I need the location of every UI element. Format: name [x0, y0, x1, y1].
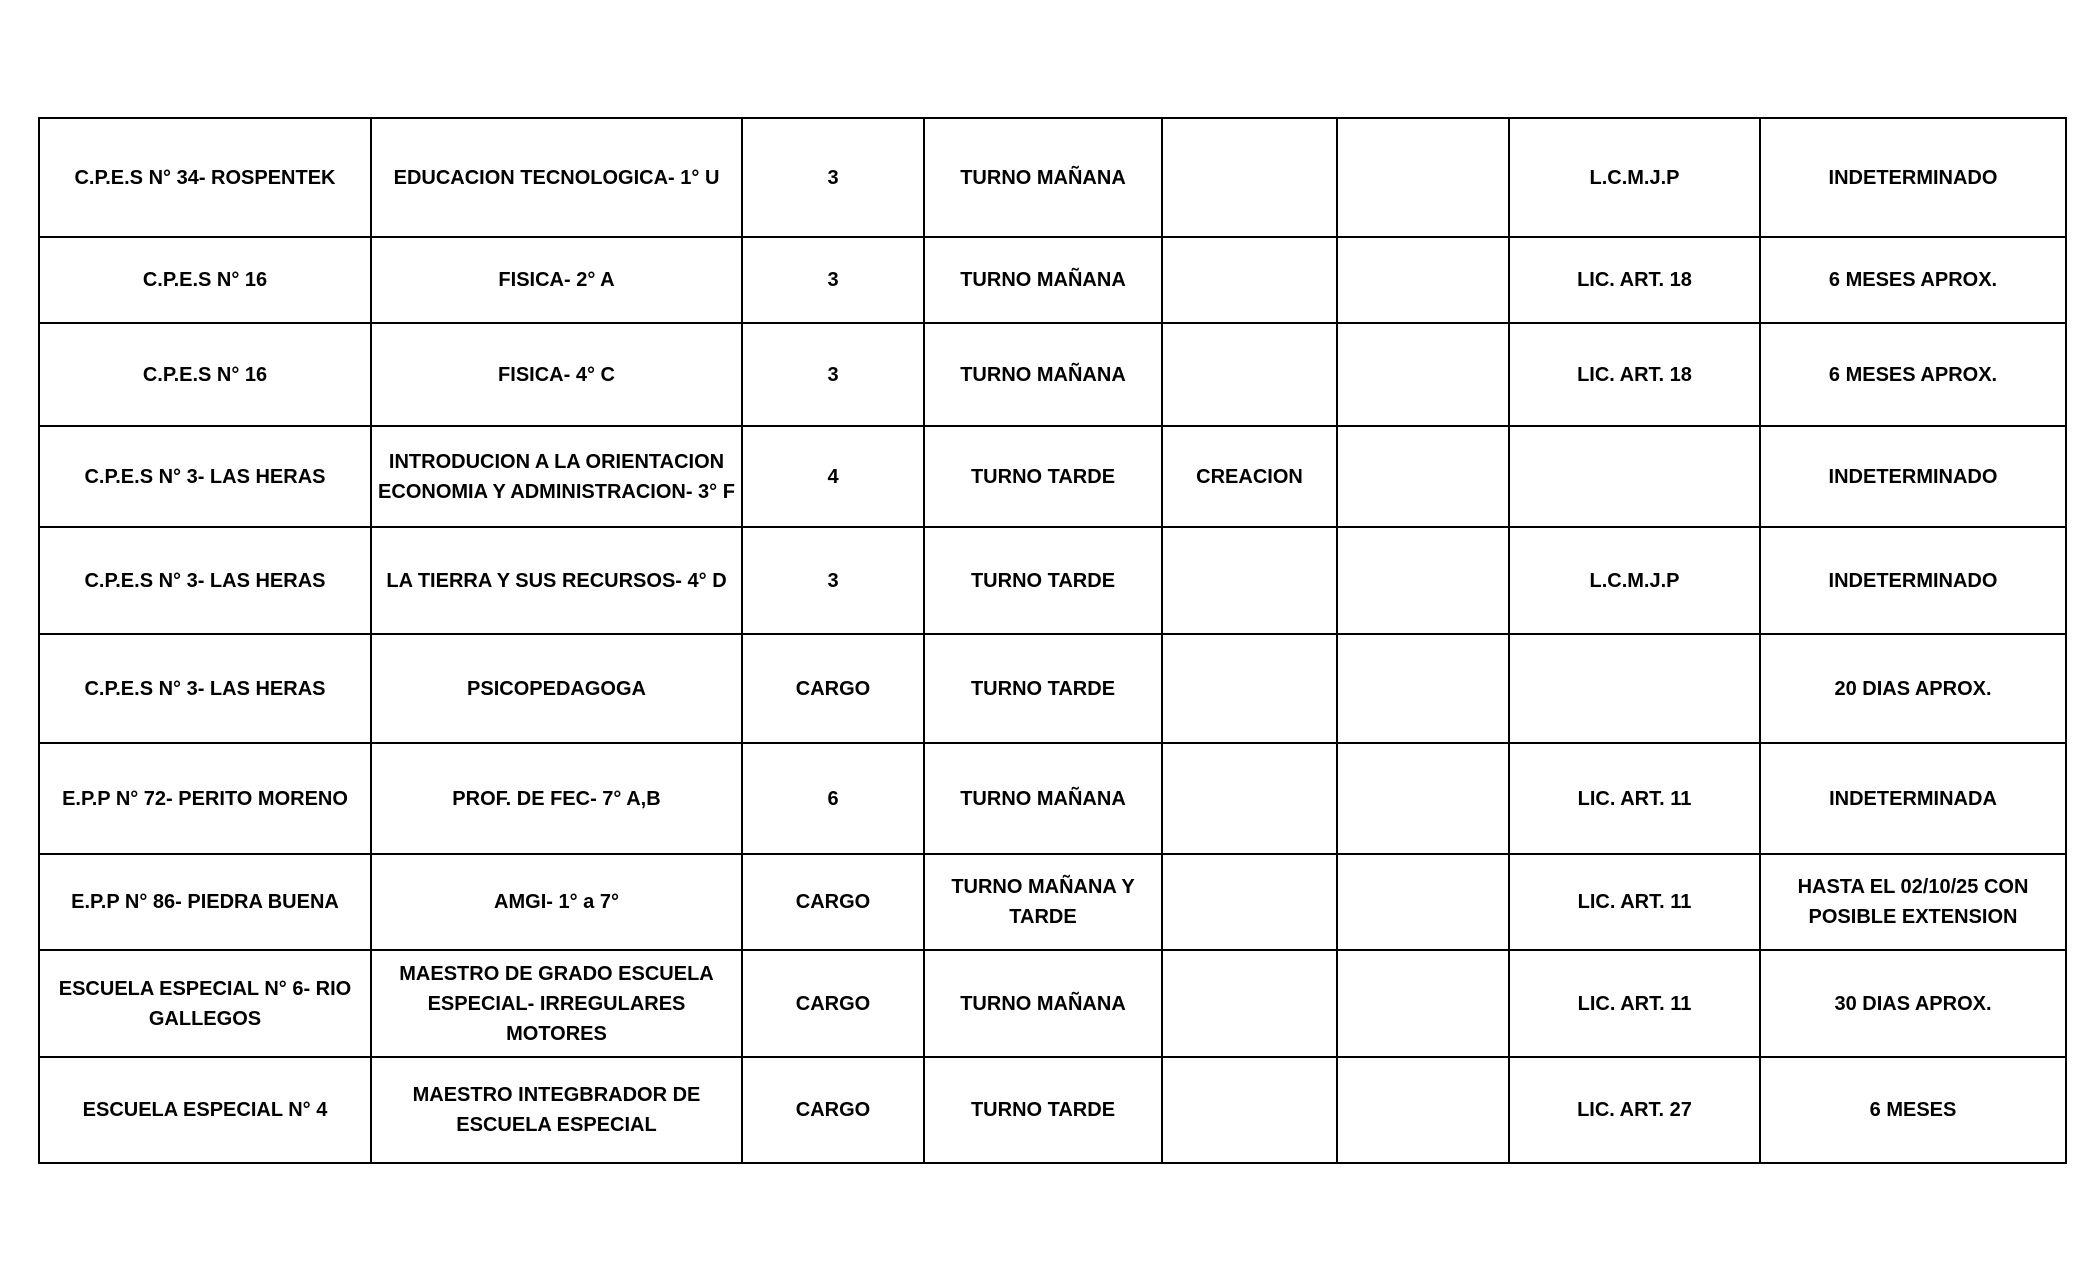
school-cell: C.P.E.S N° 16	[39, 237, 371, 323]
duration-cell: 6 MESES APROX.	[1760, 237, 2066, 323]
school-cell: C.P.E.S N° 3- LAS HERAS	[39, 426, 371, 527]
license-cell: LIC. ART. 11	[1509, 743, 1760, 854]
shift-cell: TURNO TARDE	[924, 1057, 1162, 1163]
hours-cell: CARGO	[742, 854, 924, 950]
subject-cell: MAESTRO INTEGBRADOR DE ESCUELA ESPECIAL	[371, 1057, 742, 1163]
type-cell	[1162, 323, 1337, 426]
duration-cell: INDETERMINADO	[1760, 118, 2066, 237]
extra-cell	[1337, 323, 1509, 426]
extra-cell	[1337, 634, 1509, 743]
shift-cell: TURNO MAÑANA	[924, 743, 1162, 854]
license-cell: LIC. ART. 18	[1509, 323, 1760, 426]
table-row	[39, 527, 2066, 634]
extra-cell	[1337, 743, 1509, 854]
subject-cell: FISICA- 4° C	[371, 323, 742, 426]
extra-cell	[1337, 854, 1509, 950]
subject-cell: AMGI- 1° a 7°	[371, 854, 742, 950]
hours-cell: 3	[742, 527, 924, 634]
school-cell: ESCUELA ESPECIAL N° 6- RIO GALLEGOS	[39, 950, 371, 1057]
hours-cell: CARGO	[742, 950, 924, 1057]
license-cell: LIC. ART. 18	[1509, 237, 1760, 323]
hours-cell: 6	[742, 743, 924, 854]
hours-cell: 3	[742, 118, 924, 237]
subject-cell: INTRODUCION A LA ORIENTACION ECONOMIA Y ADMINISTRACION- 3° F	[371, 426, 742, 527]
duration-cell: INDETERMINADO	[1760, 426, 2066, 527]
shift-cell: TURNO MAÑANA	[924, 950, 1162, 1057]
school-cell: ESCUELA ESPECIAL N° 4	[39, 1057, 371, 1163]
vacancies-sheet	[38, 117, 2065, 1164]
school-cell: C.P.E.S N° 16	[39, 323, 371, 426]
subject-cell: EDUCACION TECNOLOGICA- 1° U	[371, 118, 742, 237]
extra-cell	[1337, 118, 1509, 237]
table-row	[39, 118, 2066, 237]
table-row	[39, 743, 2066, 854]
table-row	[39, 237, 2066, 323]
type-cell	[1162, 1057, 1337, 1163]
type-cell: CREACION	[1162, 426, 1337, 527]
type-cell	[1162, 950, 1337, 1057]
extra-cell	[1337, 950, 1509, 1057]
table-row	[39, 950, 2066, 1057]
license-cell	[1509, 426, 1760, 527]
hours-cell: 3	[742, 323, 924, 426]
license-cell: L.C.M.J.P	[1509, 118, 1760, 237]
type-cell	[1162, 527, 1337, 634]
shift-cell: TURNO MAÑANA	[924, 118, 1162, 237]
hours-cell: 3	[742, 237, 924, 323]
school-cell: E.P.P N° 86- PIEDRA BUENA	[39, 854, 371, 950]
duration-cell: INDETERMINADO	[1760, 527, 2066, 634]
table-row	[39, 426, 2066, 527]
duration-cell: 6 MESES	[1760, 1057, 2066, 1163]
shift-cell: TURNO MAÑANA Y TARDE	[924, 854, 1162, 950]
table-row	[39, 1057, 2066, 1163]
license-cell: LIC. ART. 27	[1509, 1057, 1760, 1163]
subject-cell: FISICA- 2° A	[371, 237, 742, 323]
license-cell: L.C.M.J.P	[1509, 527, 1760, 634]
duration-cell: 20 DIAS APROX.	[1760, 634, 2066, 743]
type-cell	[1162, 118, 1337, 237]
hours-cell: 4	[742, 426, 924, 527]
school-cell: C.P.E.S N° 3- LAS HERAS	[39, 527, 371, 634]
shift-cell: TURNO TARDE	[924, 426, 1162, 527]
type-cell	[1162, 854, 1337, 950]
subject-cell: PROF. DE FEC- 7° A,B	[371, 743, 742, 854]
shift-cell: TURNO TARDE	[924, 634, 1162, 743]
table-row	[39, 323, 2066, 426]
school-cell: E.P.P N° 72- PERITO MORENO	[39, 743, 371, 854]
duration-cell: HASTA EL 02/10/25 CON POSIBLE EXTENSION	[1760, 854, 2066, 950]
extra-cell	[1337, 237, 1509, 323]
license-cell	[1509, 634, 1760, 743]
type-cell	[1162, 237, 1337, 323]
vacancies-table	[38, 117, 2067, 1164]
license-cell: LIC. ART. 11	[1509, 950, 1760, 1057]
school-cell: C.P.E.S N° 34- ROSPENTEK	[39, 118, 371, 237]
shift-cell: TURNO MAÑANA	[924, 237, 1162, 323]
subject-cell: MAESTRO DE GRADO ESCUELA ESPECIAL- IRREGULARES MOTORES	[371, 950, 742, 1057]
type-cell	[1162, 634, 1337, 743]
duration-cell: 30 DIAS APROX.	[1760, 950, 2066, 1057]
subject-cell: LA TIERRA Y SUS RECURSOS- 4° D	[371, 527, 742, 634]
table-row	[39, 854, 2066, 950]
hours-cell: CARGO	[742, 1057, 924, 1163]
shift-cell: TURNO TARDE	[924, 527, 1162, 634]
shift-cell: TURNO MAÑANA	[924, 323, 1162, 426]
duration-cell: INDETERMINADA	[1760, 743, 2066, 854]
subject-cell: PSICOPEDAGOGA	[371, 634, 742, 743]
extra-cell	[1337, 426, 1509, 527]
extra-cell	[1337, 1057, 1509, 1163]
extra-cell	[1337, 527, 1509, 634]
school-cell: C.P.E.S N° 3- LAS HERAS	[39, 634, 371, 743]
duration-cell: 6 MESES APROX.	[1760, 323, 2066, 426]
hours-cell: CARGO	[742, 634, 924, 743]
license-cell: LIC. ART. 11	[1509, 854, 1760, 950]
table-row	[39, 634, 2066, 743]
type-cell	[1162, 743, 1337, 854]
